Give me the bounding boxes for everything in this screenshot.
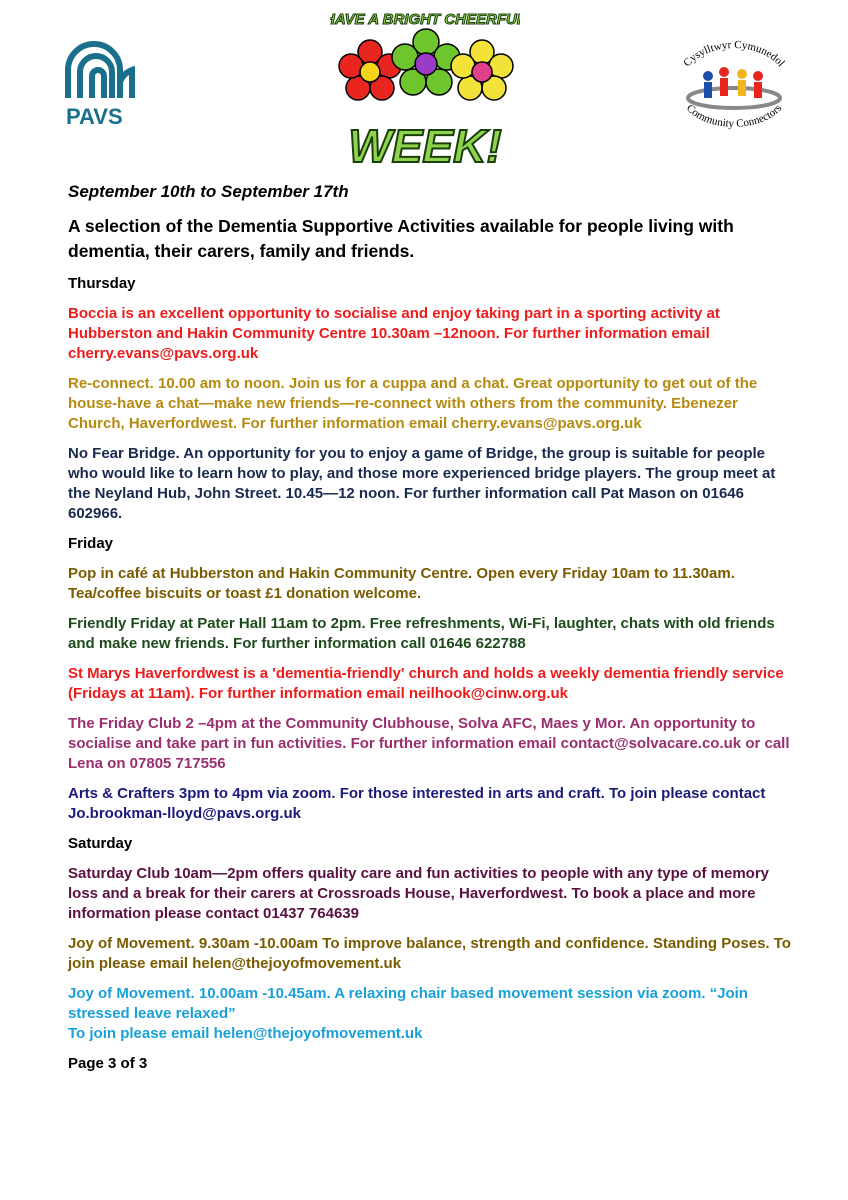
flower-icon	[451, 40, 513, 100]
day-heading-saturday: Saturday	[68, 835, 133, 852]
activity-st-marys: St Marys Haverfordwest is a 'dementia-friendly' church and holds a weekly dementia friendly service (Fridays at 11am). For further information email neilhook@cinw.org.uk	[68, 665, 784, 702]
date-range: September 10th to September 17th	[68, 182, 349, 201]
activities-content	[68, 180, 798, 1074]
page-number: Page 3 of 3	[68, 1055, 148, 1072]
activity-joy-of-movement-chair-text: Joy of Movement. 10.00am -10.45am. A relaxing chair based movement session via zoom. “Join stressed leave relaxed”	[68, 985, 748, 1022]
activity-reconnect: Re-connect. 10.00 am to noon. Join us for a cuppa and a chat. Great opportunity to get out of the house-have a chat—make new friends—re-connect with others from the community. Ebenezer Church, Haverfordwest. For further information email cherry.evans@pavs.org.uk	[68, 375, 758, 432]
banner-line1: HAVE A BRIGHT CHEERFUL	[330, 11, 520, 28]
activity-joy-of-movement-chair-join: To join please email helen@thejoyofmovement.uk	[68, 1025, 423, 1042]
day-heading-thursday: Thursday	[68, 275, 136, 292]
activity-joy-of-movement-standing: Joy of Movement. 9.30am -10.00am To improve balance, strength and confidence. Standing Poses. To join please email helen@thejoyofmovement.uk	[68, 935, 791, 972]
flower-icon	[392, 29, 460, 95]
activity-friday-club: The Friday Club 2 –4pm at the Community Clubhouse, Solva AFC, Maes y Mor. An opportunity to socialise and take part in fun activities. For further information email contact@solvacare.co.uk or call Lena on 07805 717556	[68, 715, 790, 772]
pavs-logo	[64, 40, 144, 130]
intro-text: A selection of the Dementia Supportive Activities available for people living with dementia, their carers, family and friends.	[68, 216, 734, 261]
activity-joy-of-movement-chair	[68, 984, 798, 1044]
day-heading-friday: Friday	[68, 535, 114, 552]
cc-logo-bottom-text: Community Connectors	[683, 102, 785, 130]
people-icon	[703, 67, 763, 98]
svg-text:Cysylltwyr Cymunedol	[681, 40, 787, 69]
activity-saturday-club: Saturday Club 10am—2pm offers quality care and fun activities to people with any type of memory loss and a break for their carers at Crossroads House, Haverfordwest. To book a place and more information please contact 01437 764639	[68, 865, 770, 922]
activity-friendly-friday: Friendly Friday at Pater Hall 11am to 2pm. Free refreshments, Wi-Fi, laughter, chats with old friends and make new friends. For further information call 01646 622788	[68, 615, 775, 652]
pavs-logo-text: PAVS	[66, 104, 123, 129]
community-connectors-logo	[668, 40, 798, 140]
cheerful-week-banner	[330, 2, 520, 174]
activity-arts-crafters: Arts & Crafters 3pm to 4pm via zoom. For those interested in arts and craft. To join please contact Jo.brookman-lloyd@pavs.org.uk	[68, 785, 766, 822]
flower-icon	[339, 40, 401, 100]
cc-logo-top-text: Cysylltwyr Cymunedol	[681, 40, 787, 70]
activity-no-fear-bridge: No Fear Bridge. An opportunity for you to enjoy a game of Bridge, the group is suitable for people who would like to learn how to play, and those more experienced bridge players. The group meet at the Neyland Hub, John Street. 10.45—12 noon. For further information call Pat Mason on 01646 602966.	[68, 445, 776, 522]
activity-boccia: Boccia is an excellent opportunity to socialise and enjoy taking part in a sporting activity at Hubberston and Hakin Community Centre 10.30am –12noon. For further information email cherry.evans@pavs.org.uk	[68, 305, 720, 362]
activity-pop-in-cafe: Pop in café at Hubberston and Hakin Community Centre. Open every Friday 10am to 11.30am. Tea/coffee biscuits or toast £1 donation welcome.	[68, 565, 735, 602]
page-header	[0, 0, 848, 180]
banner-line2: WEEK!	[348, 120, 502, 172]
